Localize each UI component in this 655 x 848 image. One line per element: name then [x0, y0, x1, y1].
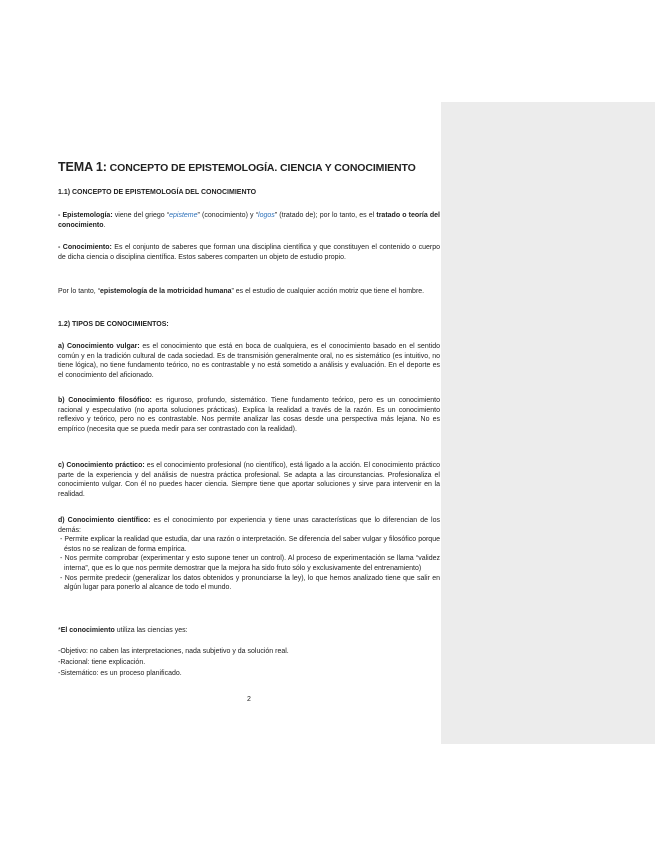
- list-item: - Nos permite comprobar (experimentar y esto supone tener un control). Al proceso de experimentación se llama “validez interna”, que es lo que nos permite demostrar que la mejora ha sido fruto sólo y exclusivamente del entrenamiento): [60, 555, 440, 572]
- greek-word-episteme: episteme: [169, 212, 198, 219]
- paragraph-conocimiento: [58, 243, 440, 262]
- list-item: - Nos permite predecir (generalizar los datos obtenidos y pronunciarse la ley), lo que hemos analizado tiene que salir en algún lugar para ponerlo al alcance de todo el mundo.: [60, 574, 440, 592]
- line-racional: -Racional: tiene explicación.: [58, 659, 146, 666]
- page-number: 2: [247, 696, 251, 703]
- text-run: viene del griego “: [112, 212, 170, 219]
- text-run: es el conocimiento que está en boca de cualquiera, es el conocimiento basado en el sentido común y en la tradición cultural de cada sociedad. Es de transmisión generalmente oral, no es sistemático (es intuitivo, no tiene lógica), no tiene fundamento teórico, no es contrastable y no está sometido a análisis y evaluación. En el deporte es el conocimiento del aficionado.: [58, 343, 441, 379]
- term-label: - Conocimiento:: [58, 244, 112, 251]
- bold-phrase: epistemología de la motricidad humana: [100, 288, 232, 295]
- paragraph-conocimiento-cientifico: [58, 516, 440, 593]
- line-sistematico: -Sistemático: es un proceso planificado.: [58, 670, 182, 677]
- section-heading-1-1: 1.1) CONCEPTO DE EPISTEMOLOGÍA DEL CONOCIMIENTO: [58, 189, 257, 196]
- paragraph-utiliza-ciencias: [58, 626, 440, 636]
- text-run: Por lo tanto, “: [58, 288, 101, 295]
- paragraph-conocimiento-filosofico: [58, 396, 440, 434]
- term-label: a) Conocimiento vulgar:: [58, 343, 140, 350]
- text-run: ” es el estudio de cualquier acción motriz que tiene el hombre.: [231, 288, 425, 295]
- paragraph-epistemologia: [58, 211, 440, 230]
- document-title: [58, 160, 440, 174]
- comment-margin-pane: [441, 102, 655, 744]
- text-run: es el conocimiento por experiencia y tiene unas características que lo diferencian de los demás:: [58, 517, 440, 534]
- title-rest: CONCEPTO DE EPISTEMOLOGÍA. CIENCIA Y CONOCIMIENTO: [106, 162, 416, 174]
- paragraph-por-lo-tanto: [58, 287, 440, 297]
- term-label: b) Conocimiento filosófico:: [58, 397, 152, 404]
- greek-word-logos: logos: [258, 212, 275, 219]
- term-label: d) Conocimiento científico:: [58, 517, 151, 524]
- bold-definition: tratado o teoría del conocimiento: [58, 212, 440, 229]
- text-run: es riguroso, profundo, sistemático. Tiene fundamento teórico, pero es un conocimiento racional y especulativo (no aporta soluciones prácticas). Explica la realidad a través de la razón. Es un conocimiento reflexivo y teórico, pero no es contrastable. Nos permite analizar las cosas desde una perspectiva más lejana. No es empírico (necesita que se pueda medir para ser contrastado con la realidad).: [58, 397, 440, 433]
- text-run: ” (tratado de); por lo tanto, es el: [274, 212, 377, 219]
- term-label: c) Conocimiento práctico:: [58, 462, 145, 469]
- title-prefix: TEMA 1:: [58, 160, 107, 174]
- text-run: ” (conocimiento) y “: [197, 212, 259, 219]
- text-run: *: [58, 627, 61, 634]
- text-run: es el conocimiento profesional (no científico), está ligado a la acción. El conocimiento práctico parte de la experiencia y del análisis de nuestra práctica profesional. Se adapta a las circunstancias. Profesionaliza el conocimiento vulgar. Con él no puedes hacer ciencia. Siempre tiene que aportar soluciones y sirve para intervenir en la realidad.: [58, 462, 440, 498]
- line-objetivo: -Objetivo: no caben las interpretaciones, nada subjetivo y da solución real.: [58, 648, 289, 655]
- paragraph-conocimiento-practico: [58, 461, 440, 499]
- text-run: .: [103, 221, 106, 229]
- list-item: - Permite explicar la realidad que estudia, dar una razón o interpretación. Se diferencia del saber vulgar y filosófico porque éstos no se realizan de forma empírica.: [60, 536, 440, 553]
- text-run: utiliza las ciencias yes:: [114, 627, 188, 634]
- section-heading-1-2: 1.2) TIPOS DE CONOCIMIENTOS:: [58, 321, 169, 328]
- text-run: Es el conjunto de saberes que forman una disciplina científica y que constituyen el contenido o cuerpo de dicha ciencia o disciplina científica. Estos saberes comparten un objeto de estudio propio.: [58, 244, 440, 261]
- term-label: - Epistemología:: [58, 212, 113, 219]
- bold-phrase: El conocimiento: [60, 627, 115, 634]
- paragraph-conocimiento-vulgar: [58, 342, 440, 380]
